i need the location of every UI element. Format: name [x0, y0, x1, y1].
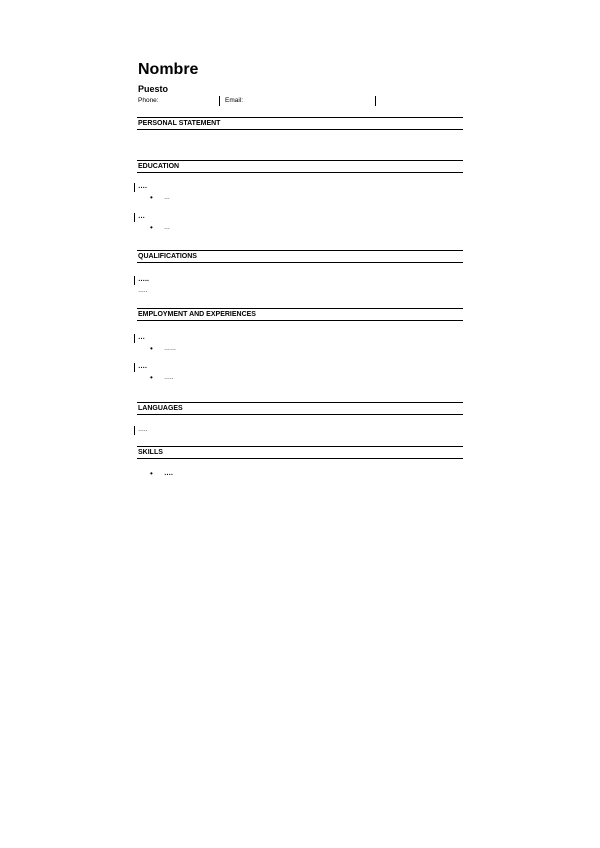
qualification-text: ….. [138, 288, 148, 294]
education-entry-detail: … [164, 225, 170, 231]
section-heading-education: EDUCATION [137, 160, 463, 173]
text-cursor-mark [134, 183, 135, 192]
languages-text: ….. [138, 427, 148, 433]
section-heading-employment: EMPLOYMENT AND EXPERIENCES [137, 308, 463, 321]
employment-entry-detail: ….. [164, 375, 174, 381]
section-heading-languages: LANGUAGES [137, 402, 463, 415]
job-title: Puesto [138, 84, 169, 94]
text-cursor-mark [134, 363, 135, 372]
bullet-icon: • [150, 344, 153, 353]
bullet-icon: • [150, 469, 153, 478]
qualification-title: ….. [138, 276, 149, 283]
section-heading-skills: SKILLS [137, 446, 463, 459]
section-heading-qualifications: QUALIFICATIONS [137, 250, 463, 263]
text-cursor-mark [134, 334, 135, 343]
skills-item: …. [164, 470, 173, 477]
person-name: Nombre [138, 61, 199, 78]
bullet-icon: • [150, 223, 153, 232]
education-entry-title: … [138, 213, 145, 220]
bullet-icon: • [150, 373, 153, 382]
phone-label: Phone: [138, 97, 159, 104]
field-separator [219, 96, 220, 106]
education-entry-title: …. [138, 183, 147, 190]
text-cursor-mark [134, 213, 135, 222]
employment-entry-title: … [138, 334, 145, 341]
employment-entry-title: …. [138, 363, 147, 370]
employment-entry-detail: …… [164, 346, 176, 352]
education-entry-detail: … [164, 195, 170, 201]
text-cursor-mark [134, 426, 135, 435]
field-separator [375, 96, 376, 106]
email-label: Email: [225, 97, 244, 104]
bullet-icon: • [150, 193, 153, 202]
section-heading-personal-statement: PERSONAL STATEMENT [137, 117, 463, 130]
text-cursor-mark [134, 276, 135, 285]
